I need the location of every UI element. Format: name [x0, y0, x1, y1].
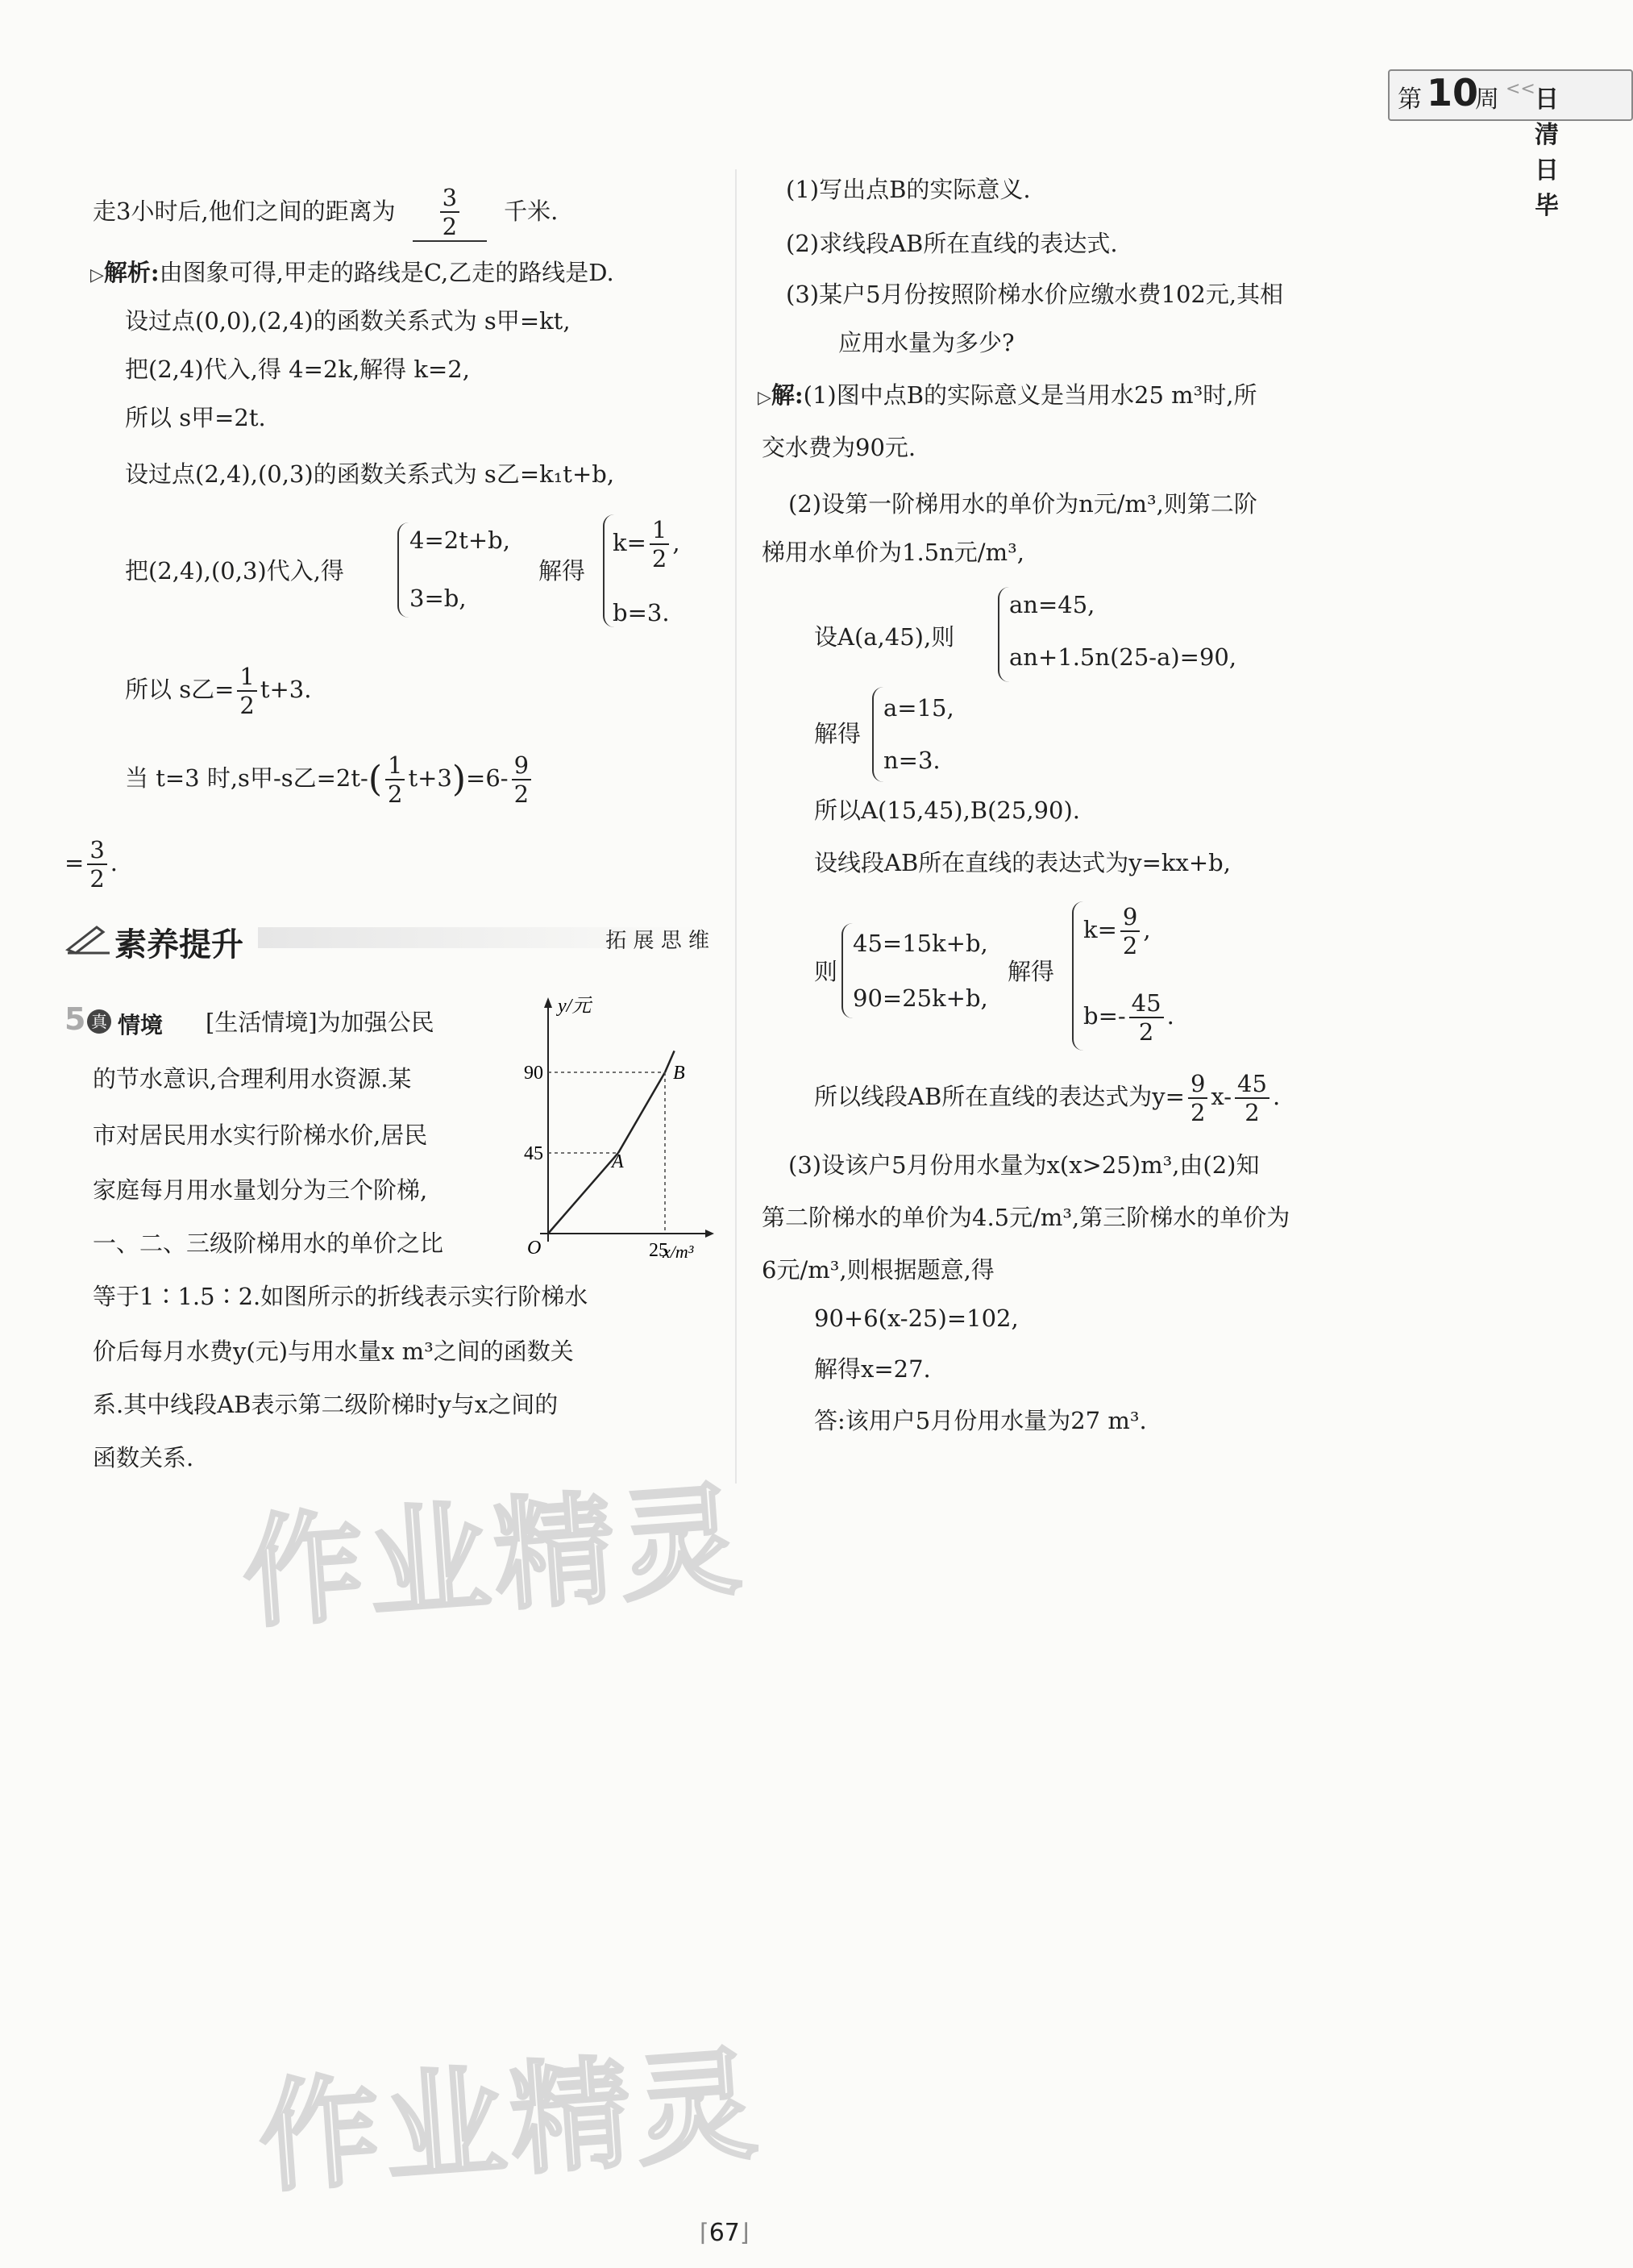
solution-10: 90+6(x-25)=102, [814, 1305, 1019, 1332]
y-axis-arrow [544, 997, 552, 1008]
question-line-4: 家庭每月用水量划分为三个阶梯, [93, 1176, 428, 1204]
diff-num: 9 [512, 751, 531, 780]
header-week-suffix: 周 [1475, 85, 1499, 114]
diff-in-num: 1 [385, 751, 405, 780]
analysis-line-7 [125, 661, 311, 719]
triangle-icon: ▷ [758, 388, 771, 408]
result-b: b=3. [613, 599, 670, 626]
solution-7-pre: 则 [814, 958, 838, 985]
result-k: k= $\frac{1}{2}$ , [613, 516, 680, 572]
question-line-2: 的节水意识,合理利用水资源.某 [93, 1065, 412, 1092]
analysis-line-6-pre: 把(2,4),(0,3)代入,得 [125, 557, 344, 585]
final-den: 2 [89, 865, 105, 893]
solution-6: 设线段AB所在直线的表达式为y=kx+b, [814, 849, 1231, 876]
diff-den: 2 [513, 780, 530, 808]
triangle-icon: ▷ [90, 265, 104, 285]
final-eq: = [64, 849, 85, 876]
section-header [64, 911, 709, 968]
analysis-line-2: 设过点(0,0),(2,4)的函数关系式为 s甲=kt, [125, 307, 571, 335]
b-post: . [1166, 1002, 1174, 1030]
analysis-line-4: 所以 s甲=2t. [125, 404, 266, 431]
system-eq-2: 3=b, [409, 585, 467, 612]
solution-8 [814, 1064, 1280, 1129]
solution-7-eq1: 45=15k+b, [853, 930, 988, 957]
solution-9a: (3)设该户5月份用水量为x(x>25)m³,由(2)知 [788, 1151, 1260, 1179]
question-number: 5 [64, 1001, 86, 1037]
subquestion-3b: 应用水量为多少? [838, 329, 1015, 356]
solution-7-mid: 解得 [1008, 958, 1055, 985]
solution-3-pre: 设A(a,45),则 [814, 623, 955, 651]
solution-12: 答:该用户5月份用水量为27 m³. [814, 1407, 1147, 1434]
y-axis-label: y/元 [558, 996, 592, 1017]
system-brace [841, 923, 853, 1018]
solution-2a: (2)设第一阶梯用水的单价为n元/m³,则第二阶 [788, 490, 1257, 518]
analysis-line-1 [90, 256, 614, 292]
s-yi-den: 2 [239, 692, 255, 719]
origin-label: O [527, 1238, 542, 1259]
k-num: 9 [1120, 903, 1140, 932]
solution-7-eq2: 90=25k+b, [853, 984, 988, 1012]
y-tick-label: 45 [524, 1143, 543, 1164]
header-arrows: << [1506, 79, 1535, 99]
analysis-line-5: 设过点(2,4),(0,3)的函数关系式为 s乙=k₁t+b, [125, 460, 615, 488]
solve-label: 解得 [538, 557, 586, 585]
question-line-7: 价后每月水费y(元)与用水量x m³之间的函数关 [93, 1338, 574, 1365]
section-title: 素养提升 [114, 926, 243, 963]
solution-9b: 第二阶梯水的单价为4.5元/m³,第三阶梯水的单价为 [762, 1204, 1290, 1231]
analysis-line-3: 把(2,4)代入,得 4=2k,解得 k=2, [125, 356, 470, 383]
diff-pre: 当 t=3 时,s甲-s乙=2t- [125, 764, 368, 792]
point-label-b: B [673, 1063, 685, 1084]
solution-3-eq2: an+1.5n(25-a)=90, [1009, 643, 1237, 671]
final-num: 3 [87, 836, 106, 865]
watermark-2: 作业精灵 [254, 2034, 767, 2210]
solution-9c: 6元/m³,则根据题意,得 [762, 1256, 995, 1284]
section-right-label: 拓 展 思 维 [605, 929, 709, 953]
result-k-den: 2 [651, 545, 667, 572]
diff-in-post: t+3 [408, 764, 452, 792]
solution-1b: 交水费为90元. [762, 434, 916, 461]
header-title: 日清日毕 [1535, 85, 1559, 220]
paren-open: ( [368, 759, 382, 800]
result-k-num: 1 [650, 516, 669, 545]
subquestion-3a: (3)某户5月份按照阶梯水价应缴水费102元,其相 [786, 281, 1284, 308]
k-den: 2 [1122, 932, 1138, 959]
question-line-3: 市对居民用水实行阶梯水价,居民 [93, 1122, 428, 1149]
water-fee-chart [516, 988, 725, 1278]
solution-2b: 梯用水单价为1.5n元/m³, [762, 539, 1024, 566]
question-line-9: 函数关系. [93, 1444, 194, 1471]
solution-11: 解得x=27. [814, 1355, 931, 1383]
answer-line [93, 184, 558, 242]
subquestion-2: (2)求线段AB所在直线的表达式. [786, 230, 1118, 257]
line-eq-den1: 2 [1190, 1099, 1206, 1126]
solution-5: 所以A(15,45),B(25,90). [814, 797, 1080, 824]
analysis-label: 解析: [103, 259, 160, 286]
solution-1a: (1)图中点B的实际意义是当用水25 m³时,所 [803, 381, 1257, 409]
solution-4-pre: 解得 [814, 720, 862, 747]
column-divider [735, 169, 737, 1484]
x-tick-label: 25 [649, 1240, 668, 1261]
watermark-1: 作业精灵 [238, 1470, 750, 1646]
header-prefix: 第 [1398, 85, 1422, 114]
k-pre: k= [1083, 916, 1117, 943]
page-number-value: 67 [708, 2219, 740, 2247]
analysis-line-8 [125, 746, 534, 812]
y-tick-label: 90 [524, 1063, 543, 1084]
result-brace [1072, 901, 1083, 1051]
solution-4-eq1: a=15, [883, 694, 954, 722]
k-post: , [1143, 916, 1151, 943]
system-eq-1: 4=2t+b, [409, 526, 510, 554]
system-brace [998, 587, 1009, 682]
line-eq-num1: 9 [1188, 1070, 1207, 1099]
point-label-a: A [612, 1151, 624, 1172]
answer-line-text: 走3小时后,他们之间的距离为 [93, 198, 396, 225]
solution-label: 解: [771, 381, 804, 409]
header-week-number: 10 [1427, 71, 1479, 114]
fee-line-segment [548, 1153, 618, 1234]
question-line-8: 系.其中线段AB表示第二级阶梯时y与x之间的 [93, 1391, 559, 1418]
line-eq-den2: 2 [1244, 1099, 1260, 1126]
x-axis-label: x/m³ [663, 1242, 694, 1262]
question-badge: 真 [87, 1009, 111, 1034]
line-eq-pre: 所以线段AB所在直线的表达式为y= [814, 1083, 1185, 1110]
question-line-5: 一、二、三级阶梯用水的单价之比 [93, 1230, 444, 1257]
line-eq-mid: x- [1211, 1083, 1232, 1110]
x-axis-arrow [705, 1230, 714, 1238]
system-brace [397, 522, 409, 618]
b-pre: b=- [1083, 1002, 1126, 1030]
solution-line-1 [758, 379, 1257, 414]
answer-unit: 千米. [504, 198, 559, 225]
b-num: 45 [1129, 989, 1164, 1018]
solution-3-eq1: an=45, [1009, 591, 1095, 618]
subquestion-1: (1)写出点B的实际意义. [786, 176, 1031, 203]
analysis-line-9 [64, 830, 118, 895]
page-number: ⌈67⌋ [700, 2219, 750, 2247]
b-den: 2 [1138, 1018, 1154, 1046]
final-period: . [110, 849, 118, 876]
question-line-1: [生活情境]为加强公民 [206, 1009, 434, 1036]
solution-4-eq2: n=3. [883, 747, 941, 774]
analysis-text: 由图象可得,甲走的路线是C,乙走的路线是D. [159, 259, 614, 286]
answer-denominator: 2 [442, 213, 458, 240]
solution-7-b [1083, 984, 1174, 1048]
s-yi-pre: 所以 s乙= [125, 676, 235, 703]
line-eq-num2: 45 [1235, 1070, 1269, 1099]
diff-in-den: 2 [388, 780, 403, 808]
answer-numerator: 3 [440, 184, 459, 213]
result-k-pre: k= [613, 529, 646, 556]
paren-close: ) [451, 759, 467, 800]
question-line-6: 等于1∶1.5∶2.如图所示的折线表示实行阶梯水 [93, 1283, 588, 1310]
pen-icon [64, 921, 113, 956]
diff-eq: =6- [466, 764, 509, 792]
s-yi-num: 1 [237, 663, 256, 692]
solution-7-k [1083, 901, 1151, 959]
s-yi-post: t+3. [260, 676, 312, 703]
line-eq-post: . [1272, 1083, 1281, 1110]
question-tag: 情境 [118, 1012, 164, 1038]
system-brace [872, 687, 883, 782]
fee-line-segment [618, 1072, 665, 1153]
